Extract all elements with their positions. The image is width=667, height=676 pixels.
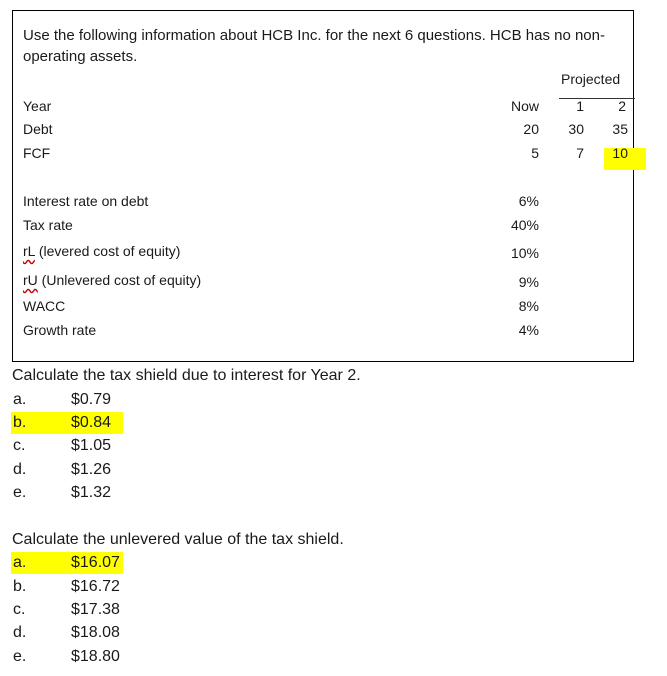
ru-row [23,271,201,289]
projected-label: Projected [561,71,621,87]
option-letter: d. [13,624,27,641]
option-value: $1.32 [71,484,112,501]
option-letter: e. [13,648,27,665]
debt-year1: 30 [568,121,584,137]
fcf-year1: 7 [576,145,584,161]
option-letter: c. [13,437,26,454]
tax-value: 40% [510,217,539,233]
debt-now: 20 [523,121,539,137]
option-value: $1.05 [71,437,112,454]
ru-value: 9% [518,274,539,290]
option-letter: a. [13,391,27,408]
fcf-now: 5 [531,145,539,161]
option-value: $18.08 [71,624,120,641]
tax-label: Tax rate [23,217,73,233]
option-letter: b. [13,414,27,431]
question-2-text: Calculate the unlevered value of the tax shield. [12,531,344,548]
info-box [12,10,634,362]
header-now: Now [510,98,539,114]
header-year1: 1 [576,98,584,114]
option-value: $1.26 [71,461,112,478]
option-letter: c. [13,601,26,618]
option-value: $16.07 [71,554,120,571]
option-letter: a. [13,554,27,571]
wacc-label: WACC [23,298,66,314]
ru-label: (Unlevered cost of equity) [37,272,202,288]
fcf-label: FCF [23,145,51,161]
option-value: $18.80 [71,648,120,665]
option-letter: d. [13,461,27,478]
question-1-text: Calculate the tax shield due to interest for Year 2. [12,367,361,384]
option-value: $0.79 [71,391,112,408]
interest-label: Interest rate on debt [23,193,149,209]
intro-text: Use the following information about HCB Inc. for the next 6 questions. HCB has no non-operating assets. [23,27,605,65]
rl-symbol: rL [23,243,35,259]
option-value: $16.72 [71,578,120,595]
rl-row [23,242,180,260]
wacc-value: 8% [518,298,539,314]
fcf-year2: 10 [612,145,628,161]
header-year2: 2 [618,98,626,114]
growth-value: 4% [518,322,539,338]
rl-value: 10% [510,245,539,261]
growth-label: Growth rate [23,322,97,338]
debt-year2: 35 [612,121,628,137]
rl-label: (levered cost of equity) [34,243,181,259]
debt-label: Debt [23,121,53,137]
option-letter: b. [13,578,27,595]
interest-value: 6% [518,193,539,209]
option-value: $17.38 [71,601,120,618]
option-letter: e. [13,484,27,501]
option-value: $0.84 [71,414,112,431]
ru-symbol: rU [23,272,38,288]
year-label: Year [23,98,52,114]
